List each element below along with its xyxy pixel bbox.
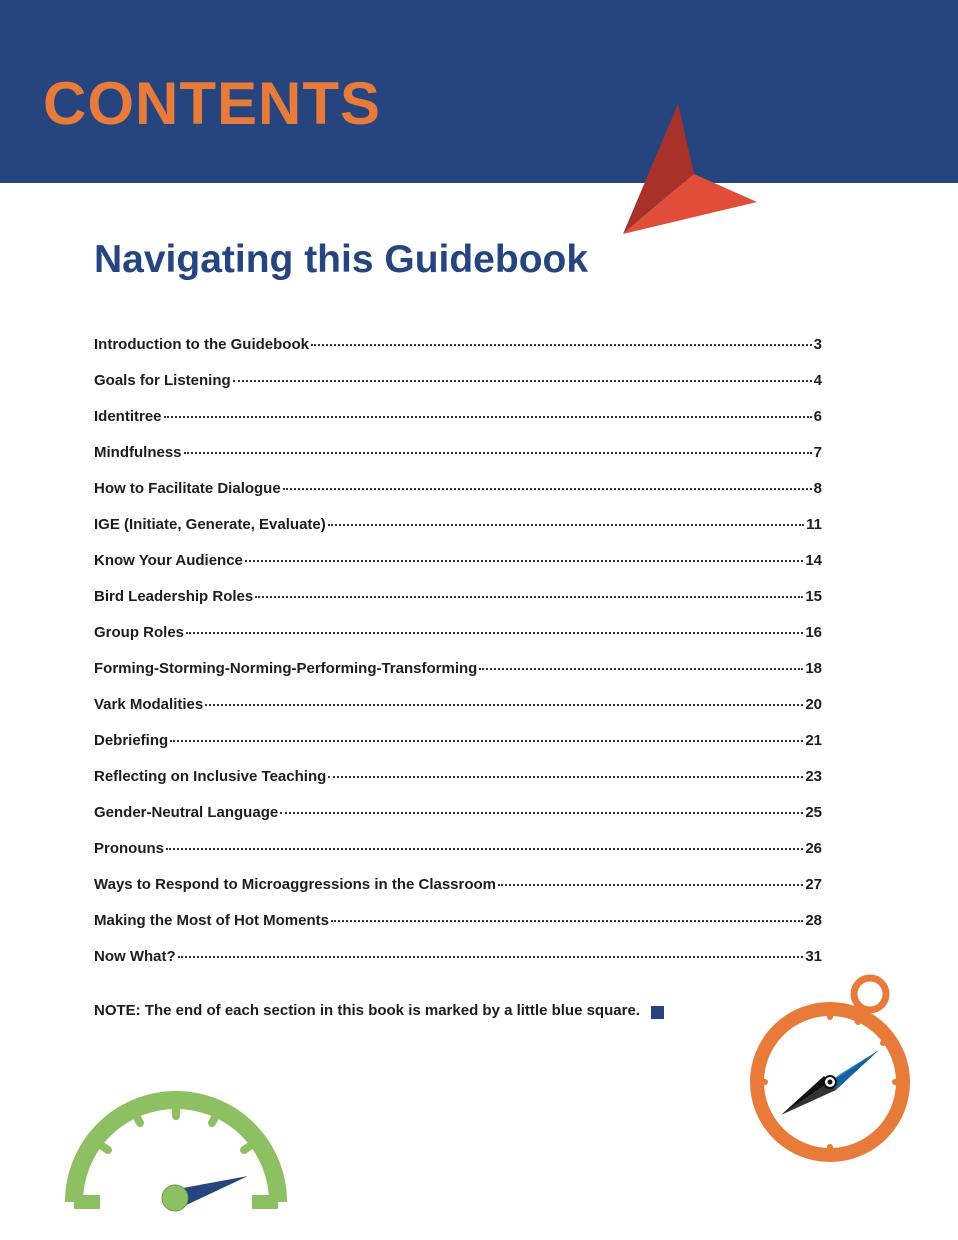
toc-dot-leader: [283, 488, 812, 490]
toc-dot-leader: [170, 740, 803, 742]
toc-entry-title: Goals for Listening: [94, 372, 231, 389]
toc-entry-title: Gender-Neutral Language: [94, 804, 279, 821]
toc-entry[interactable]: [94, 336, 822, 372]
toc-entry[interactable]: [94, 912, 822, 948]
toc-dot-leader: [205, 704, 803, 706]
toc-dot-leader: [186, 632, 803, 634]
toc-dot-leader: [479, 668, 803, 670]
toc-dot-leader: [178, 956, 804, 958]
toc-entry[interactable]: [94, 372, 822, 408]
toc-entry[interactable]: [94, 408, 822, 444]
toc-entry-title: Vark Modalities: [94, 696, 204, 713]
table-of-contents: [94, 336, 822, 984]
toc-dot-leader: [498, 884, 803, 886]
toc-entry[interactable]: [94, 480, 822, 516]
toc-entry-title: Debriefing: [94, 732, 169, 749]
toc-entry-title: Ways to Respond to Microaggressions in the Classroom: [94, 876, 497, 893]
toc-entry[interactable]: [94, 768, 822, 804]
toc-entry-title: Mindfulness: [94, 444, 182, 461]
toc-entry[interactable]: [94, 804, 822, 840]
toc-entry[interactable]: [94, 624, 822, 660]
toc-entry-title: Identitree: [94, 408, 162, 425]
toc-entry-page: 16: [805, 624, 822, 641]
toc-entry[interactable]: [94, 840, 822, 876]
toc-entry-title: How to Facilitate Dialogue: [94, 480, 281, 497]
toc-entry-page: 23: [805, 768, 822, 785]
toc-entry-page: 20: [805, 696, 822, 713]
toc-entry-title: Making the Most of Hot Moments: [94, 912, 329, 929]
toc-entry-page: 11: [806, 516, 822, 533]
toc-entry-title: Reflecting on Inclusive Teaching: [94, 768, 327, 785]
toc-entry-title: Now What?: [94, 948, 176, 965]
toc-dot-leader: [328, 524, 804, 526]
toc-entry-page: 6: [813, 408, 822, 425]
toc-entry[interactable]: [94, 552, 822, 588]
toc-entry-page: 8: [813, 480, 822, 497]
toc-entry-page: 26: [805, 840, 822, 857]
toc-dot-leader: [166, 848, 803, 850]
speedometer-icon: [60, 1080, 300, 1220]
page-title: CONTENTS: [43, 70, 381, 137]
toc-entry[interactable]: [94, 516, 822, 552]
compass-icon: [745, 970, 915, 1170]
toc-entry-title: Bird Leadership Roles: [94, 588, 254, 605]
toc-entry-title: Forming-Storming-Norming-Performing-Transforming: [94, 660, 478, 677]
toc-entry[interactable]: [94, 696, 822, 732]
toc-entry[interactable]: [94, 660, 822, 696]
blue-square-marker: [651, 1006, 664, 1019]
toc-entry-page: 4: [813, 372, 822, 389]
toc-entry[interactable]: [94, 588, 822, 624]
navigation-arrow-icon: [615, 100, 765, 245]
toc-dot-leader: [184, 452, 812, 454]
toc-entry-page: 31: [805, 948, 822, 965]
toc-entry-page: 27: [805, 876, 822, 893]
toc-dot-leader: [311, 344, 812, 346]
note-text: NOTE: The end of each section in this book is marked by a little blue square.: [94, 1002, 640, 1019]
toc-entry-title: Pronouns: [94, 840, 164, 857]
toc-entry-title: Group Roles: [94, 624, 185, 641]
toc-dot-leader: [255, 596, 803, 598]
toc-entry[interactable]: [94, 948, 822, 984]
toc-dot-leader: [331, 920, 803, 922]
toc-entry-page: 21: [805, 732, 822, 749]
toc-entry-page: 18: [805, 660, 822, 677]
section-heading: Navigating this Guidebook: [94, 238, 589, 281]
header-band: [0, 0, 958, 183]
toc-entry-page: 3: [813, 336, 822, 353]
toc-entry-title: Know Your Audience: [94, 552, 243, 569]
toc-dot-leader: [245, 560, 803, 562]
toc-entry-page: 15: [805, 588, 822, 605]
toc-entry[interactable]: [94, 444, 822, 480]
toc-entry[interactable]: [94, 732, 822, 768]
toc-dot-leader: [280, 812, 803, 814]
toc-entry-page: 14: [805, 552, 822, 569]
toc-entry-page: 28: [805, 912, 822, 929]
toc-entry-page: 25: [805, 804, 822, 821]
toc-entry-page: 7: [813, 444, 822, 461]
toc-entry-title: Introduction to the Guidebook: [94, 336, 309, 353]
toc-entry[interactable]: [94, 876, 822, 912]
toc-dot-leader: [164, 416, 812, 418]
toc-dot-leader: [328, 776, 803, 778]
toc-entry-title: IGE (Initiate, Generate, Evaluate): [94, 516, 326, 533]
toc-dot-leader: [233, 380, 812, 382]
